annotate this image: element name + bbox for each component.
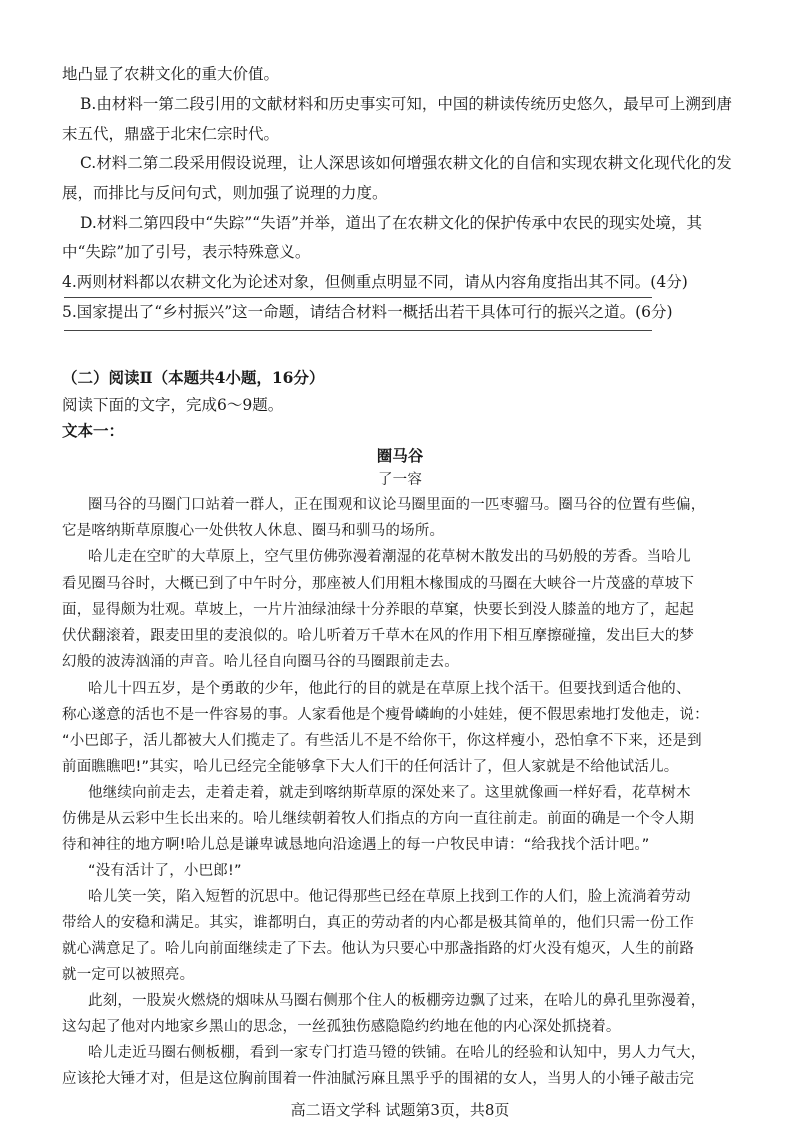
option-c-line-1: C.材料二第二段采用假设说理，让人深思该如何增强农耕文化的自信和实现农耕文化现代化的发	[80, 154, 732, 172]
story-line: 圈马谷的马圈门口站着一群人，正在围观和议论马圈里面的一匹枣骝马。圈马谷的位置有些偏，	[88, 497, 706, 513]
story-line: 看见圈马谷时，大概已到了中午时分，那座被人们用粗木椽围成的马圈在大峡谷一片茂盛的草坡下	[62, 576, 695, 592]
story-line: 幻般的波涛汹涌的声音。哈儿径自向圈马谷的马圈跟前走去。	[62, 654, 459, 670]
story-line: 这勾起了他对内地家乡黑山的思念，一丝孤独伤感隐隐约约地在他的内心深处抓挠着。	[62, 1019, 621, 1035]
story-line: 他继续向前走去，走着走着，就走到喀纳斯草原的深处来了。这里就像画一样好看，花草树木	[88, 785, 691, 801]
story-line: 哈儿笑一笑，陷入短暂的沉思中。他记得那些已经在草原上找到工作的人们，脸上流淌着劳动	[88, 889, 691, 905]
option-b-line-1: B.由材料一第二段引用的文献材料和历史事实可知，中国的耕读传统历史悠久，最早可上溯到唐	[80, 95, 732, 113]
option-c-line-2: 展，而排比与反问句式，则加强了说理的力度。	[62, 184, 388, 202]
option-d-line-2: 中“失踪”加了引号，表示特殊意义。	[62, 243, 311, 261]
story-line: 就心满意足了。哈儿向前面继续走了下去。他认为只要心中那盏指路的灯火没有熄灭，人生的前路	[62, 941, 695, 957]
story-line: “小巴郎子，活儿都被大人们揽走了。有些活儿不是不给你干，你这样瘦小，恐怕拿不下来，还是到	[62, 733, 702, 749]
page-footer: 高二语文学科 试题第3页，共8页	[290, 1101, 510, 1119]
story-line: 哈儿十四五岁，是个勇敢的少年，他此行的目的就是在草原上找个活干。但要找到适合他的、	[88, 681, 691, 697]
question-4: 4.两则材料都以农耕文化为论述对象，但侧重点明显不同，请从内容角度指出其不同。(4分)	[62, 273, 688, 291]
option-a-tail: 地凸显了农耕文化的重大价值。	[62, 65, 280, 83]
answer-line-q5	[64, 330, 652, 331]
story-line: 哈儿走近马圈右侧板棚，看到一家专门打造马镫的铁铺。在哈儿的经验和认知中，男人力气大，	[88, 1045, 706, 1061]
story-line: 待和神往的地方啊!哈儿总是谦卑诚恳地向沿途遇上的每一户牧民申请：“给我找个活计吧。”	[62, 837, 650, 853]
text-label: 文本一：	[62, 421, 125, 440]
story-line: 应该抡大锤才对，但是这位胸前围着一件油腻污麻且黑乎乎的围裙的女人，当男人的小锤子敲击完	[62, 1071, 695, 1087]
section-instruction: 阅读下面的文字，完成6～9题。	[62, 396, 284, 414]
story-line: 它是喀纳斯草原腹心一处供牧人休息、圈马和驯马的场所。	[62, 523, 445, 539]
story-line: 前面瞧瞧吧!”其实，哈儿已经完全能够拿下大人们干的任何活计了，但人家就是不给他试活儿。	[62, 759, 679, 775]
story-line: 伏伏翻滚着，跟麦田里的麦浪似的。哈儿听着万千草木在风的作用下相互摩擦碰撞，发出巨大的梦	[62, 628, 695, 644]
story-line: 仿佛是从云彩中生长出来的。哈儿继续朝着牧人们指点的方向一直往前走。前面的确是一个令人期	[62, 811, 695, 827]
story-line: “没有活计了，小巴郎!”	[88, 863, 242, 879]
story-line: 哈儿走在空旷的大草原上，空气里仿佛弥漫着潮湿的花草树木散发出的马奶般的芳香。当哈儿	[88, 549, 691, 565]
story-title: 圈马谷	[376, 446, 424, 465]
option-b-line-2: 末五代，鼎盛于北宋仁宗时代。	[62, 125, 280, 143]
story-author: 了一容	[377, 472, 423, 488]
question-5: 5.国家提出了“乡村振兴”这一命题，请结合材料一概括出若干具体可行的振兴之道。(6分)	[62, 303, 673, 321]
story-line: 面，显得颇为壮观。草坡上，一片片油绿油绿十分养眼的草窠，快要长到没人膝盖的地方了，起起	[62, 602, 695, 618]
story-line: 称心遂意的活也不是一件容易的事。人家看他是个瘦骨嶙峋的小娃娃，便不假思索地打发他走，说：	[62, 707, 709, 723]
story-line: 就一定可以被照亮。	[62, 967, 195, 983]
section-heading: （二）阅读Ⅱ（本题共4小题，16分）	[62, 368, 325, 387]
answer-line-q4	[64, 297, 652, 298]
option-d-line-1: D.材料二第四段中“失踪”“失语”并举，道出了在农耕文化的保护传承中农民的现实处境，其	[80, 214, 703, 232]
story-line: 带给人的安稳和满足。其实，谁都明白，真正的劳动者的内心都是极其简单的，他们只需一份工作	[62, 915, 695, 931]
story-line: 此刻，一股炭火燃烧的烟味从马圈右侧那个住人的板棚旁边飘了过来，在哈儿的鼻孔里弥漫着，	[88, 993, 706, 1009]
